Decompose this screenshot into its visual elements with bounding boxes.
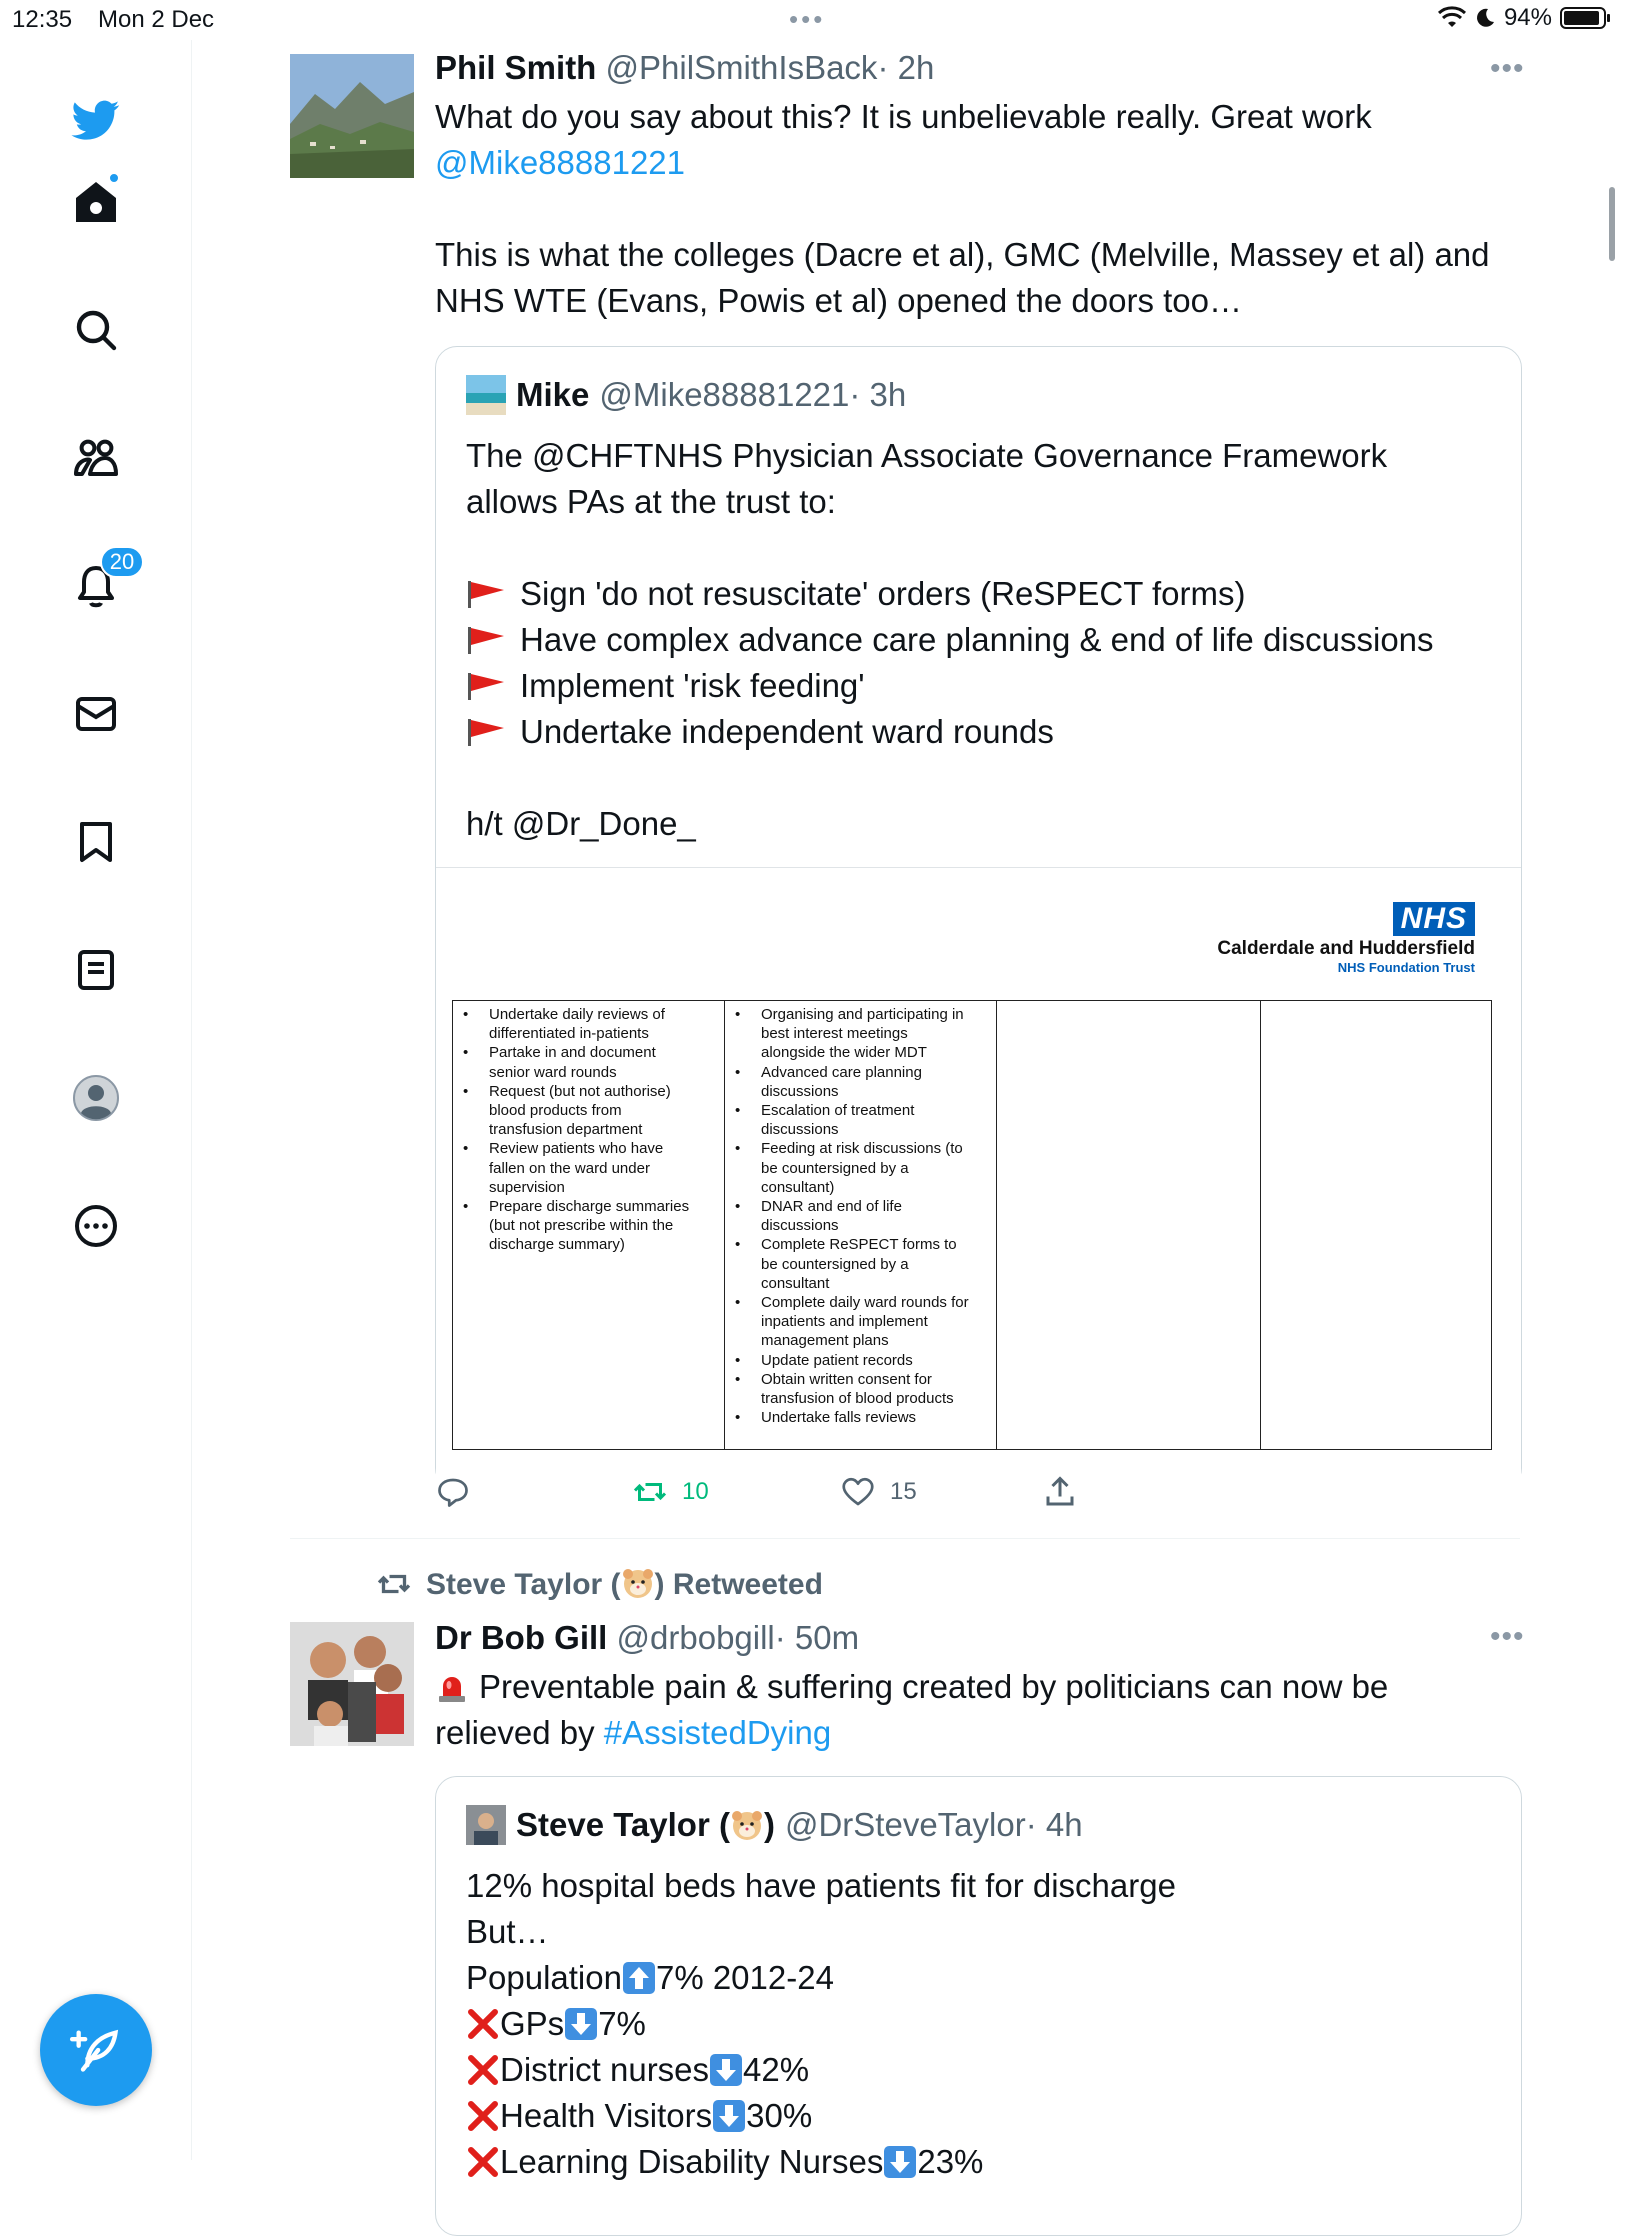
tweet-text-line [435,1664,1635,1710]
document-bullet-line: discharge summary) [489,1236,625,1254]
document-bullet-line: blood products from [489,1102,622,1120]
quoted-tweet[interactable] [435,1776,1522,2236]
trust-subtitle: NHS Foundation Trust [1337,960,1475,975]
document-bullet-line: • Feeding at risk discussions (to [761,1140,963,1158]
document-bullet-line: • Escalation of treatment [761,1102,915,1120]
down-arrow-emoji-icon [709,2053,743,2087]
document-bullet-line: • Undertake daily reviews of [489,1006,665,1023]
document-bullet-line: management plans [761,1332,889,1350]
stat-value: 7% [598,2005,646,2042]
tweet-more-icon[interactable]: ••• [1490,52,1525,85]
document-bullet-line: be countersigned by a [761,1159,909,1177]
sidebar-item-lists[interactable] [66,940,126,1000]
timeline-feed [192,40,1610,2180]
hamster-emoji-icon [621,1566,655,1600]
battery-icon [1560,7,1606,29]
battery-percent: 94% [1503,4,1552,31]
stat-value: 23% [917,2143,984,2180]
tweet-header [435,48,934,88]
people-icon [72,434,120,482]
tweet-text-line: What do you say about this? It is unbelievable really. Great work [435,98,1372,135]
tweet-text [435,94,1635,324]
document-list [731,1005,990,1427]
stat-row [466,2047,1506,2093]
multitask-dots-icon[interactable]: ••• [789,4,826,34]
document-bullet-line: discussions [761,1121,839,1139]
quoted-tweet-time: · 3h [849,376,907,413]
quoted-tweet[interactable] [435,346,1522,1490]
mention-link[interactable]: @Mike88881221 [435,144,685,181]
document-bullet-item [459,1139,718,1197]
author-handle[interactable]: @PhilSmithIsBack [605,49,878,86]
document-bullet-line: • Undertake falls reviews [761,1409,917,1427]
document-bullet-item [459,1005,718,1043]
document-bullet-line: • Review patients who have [489,1140,664,1158]
down-arrow-emoji-icon [883,2145,917,2179]
flag-item [466,571,1506,617]
document-bullet-line: best interest meetings [761,1025,908,1043]
quoted-tweet-image[interactable] [436,867,1521,1491]
share-button[interactable] [1042,1474,1078,1510]
document-bullet-item [459,1197,718,1255]
quoted-tweet-text [466,1863,1506,2185]
document-table [452,1000,1492,1450]
tweet-text [435,1664,1635,1756]
document-bullet-item [731,1063,990,1101]
stat-value: 7% 2012-24 [655,1959,834,1996]
document-bullet-line: • Complete daily ward rounds for [761,1294,969,1312]
tweet-time[interactable]: · 50m [774,1619,860,1656]
status-bar [0,0,1620,40]
red-flag-icon [466,671,506,701]
quoted-author-handle[interactable]: @Mike88881221 [599,376,850,413]
tweet-header [435,1618,859,1658]
quoted-text-line: The @CHFTNHS Physician Associate Governance Framework [466,437,1388,474]
document-bullet-line: supervision [489,1178,565,1196]
stat-label: Learning Disability Nurses [500,2143,884,2180]
quoted-tweet-header [466,1805,1083,1845]
document-bullet-line: (but not prescribe within the [489,1217,674,1235]
compose-tweet-button[interactable] [40,1994,152,2106]
sidebar-nav [0,40,192,2160]
home-notification-dot [108,172,120,184]
document-bullet-line: • Advanced care planning [761,1063,922,1081]
document-bullet-line: • DNAR and end of life [761,1198,902,1216]
more-circle-icon [72,1202,120,1250]
compose-feather-icon [70,2024,122,2076]
stat-row [466,2001,1506,2047]
notification-count-badge: 20 [100,546,144,578]
tweet-text-line [435,1710,1635,1756]
red-flag-icon [466,579,506,609]
stat-row [466,1955,1506,2001]
quoted-author-name-suffix: ) [763,1806,775,1843]
moon-icon [1474,7,1496,29]
status-date: Mon 2 Dec [98,6,215,33]
reply-button[interactable] [435,1474,471,1510]
tweet-more-icon[interactable]: ••• [1490,1620,1525,1653]
like-button[interactable] [840,1474,917,1510]
document-bullet-line: inpatients and implement [761,1313,928,1331]
document-bullet-line: be countersigned by a [761,1255,909,1273]
beach-avatar-icon [466,375,506,415]
document-bullet-line: consultant) [761,1178,835,1196]
trust-name: Calderdale and Huddersfield [1217,938,1475,959]
stat-row [466,2139,1506,2185]
siren-emoji-icon [435,1670,469,1704]
down-arrow-emoji-icon [564,2007,598,2041]
quoted-text-line: But… [466,1913,549,1950]
family-photo-avatar-icon [290,1622,414,1746]
nhs-trust-header [1217,902,1475,975]
hashtag-link[interactable]: #AssistedDying [603,1714,832,1751]
wifi-icon [1438,7,1466,29]
retweet-count: 10 [682,1478,709,1505]
document-list [459,1005,718,1255]
sidebar-item-notifications[interactable] [66,549,135,616]
nhs-logo: NHS [1393,902,1475,936]
document-bullet-line: • Obtain written consent for [761,1370,932,1388]
red-flag-icon [466,625,506,655]
document-bullet-item [459,1043,718,1081]
tweet-text-span: relieved by [435,1714,604,1751]
down-arrow-emoji-icon [712,2099,746,2133]
status-right [1438,4,1606,32]
stat-label: District nurses [500,2051,710,2088]
quoted-tweet-text [466,433,1506,847]
document-bullet-line: • Prepare discharge summaries [489,1198,690,1216]
share-icon [1042,1474,1078,1510]
stat-label: GPs [500,2005,565,2042]
red-x-icon [466,2099,500,2133]
red-flag-icon [466,717,506,747]
quoted-author-handle[interactable]: @DrSteveTaylor [784,1806,1026,1843]
quoted-author-name[interactable]: Mike [516,376,590,413]
flag-item [466,663,1506,709]
mountain-landscape-avatar-icon [290,54,414,178]
quoted-tweet-time: · 4h [1025,1806,1083,1843]
author-handle[interactable]: @drbobgill [616,1619,775,1656]
document-column-empty [1261,1001,1491,1449]
retweeted-suffix: ) Retweeted [654,1568,823,1601]
document-bullet-line: consultant [761,1274,830,1292]
document-bullet-line: discussions [761,1082,839,1100]
tweet-divider [290,1538,1520,1539]
document-column [725,1001,997,1449]
avatar[interactable] [466,1805,506,1845]
flag-item-text: Sign 'do not resuscitate' orders (ReSPECT forms) [520,575,1246,612]
status-time: 12:35 [12,6,73,33]
person-avatar-icon [466,1805,506,1845]
document-bullet-line: • Partake in and document [489,1044,656,1062]
avatar[interactable] [290,54,414,178]
avatar[interactable] [290,1622,414,1746]
retweet-button[interactable] [632,1474,709,1510]
sidebar-item-messages[interactable] [66,684,126,744]
sidebar-item-bookmarks[interactable] [66,812,126,872]
retweet-icon [632,1474,668,1510]
flag-item-text: Undertake independent ward rounds [520,713,1054,750]
document-bullet-item [731,1351,990,1370]
tweet-time[interactable]: · 2h [877,49,935,86]
document-bullet-line: • Update patient records [761,1351,913,1369]
document-bullet-line: differentiated in-patients [489,1025,649,1043]
stat-value: 42% [743,2051,810,2088]
stat-label: Population [466,1959,622,1996]
like-count: 15 [890,1478,917,1505]
document-bullet-item [731,1370,990,1408]
profile-icon [72,1074,120,1122]
heart-icon [840,1474,876,1510]
document-column-empty [997,1001,1261,1449]
retweeted-by-line[interactable] [376,1566,823,1602]
sidebar-item-explore[interactable] [66,300,126,360]
document-bullet-item [731,1101,990,1139]
document-bullet-item [731,1005,990,1063]
tweet-text-line: This is what the colleges (Dacre et al), GMC (Melville, Massey et al) and [435,236,1490,273]
author-name[interactable]: Phil Smith [435,49,597,86]
document-bullet-line: transfusion department [489,1121,643,1139]
twitter-logo-icon[interactable] [66,90,126,150]
tweet-text-span: Preventable pain & suffering created by politicians can now be [479,1668,1389,1705]
document-bullet-line: fallen on the ward under [489,1159,650,1177]
document-bullet-item [731,1235,990,1293]
document-bullet-item [731,1293,990,1351]
quoted-author-name[interactable]: Steve Taylor ( [516,1806,730,1843]
author-name[interactable]: Dr Bob Gill [435,1619,608,1656]
sidebar-item-profile[interactable] [66,1068,126,1128]
flag-item-text: Have complex advance care planning & end of life discussions [520,621,1434,658]
retweet-icon [376,1566,412,1602]
document-bullet-line: discussions [761,1217,839,1235]
document-bullet-line: • Request (but not authorise) [489,1082,671,1100]
document-bullet-item [459,1082,718,1140]
avatar[interactable] [466,375,506,415]
flag-item [466,617,1506,663]
up-arrow-emoji-icon [622,1961,656,1995]
hamster-emoji-icon [730,1808,764,1842]
hat-tip-text: h/t @Dr_Done_ [466,805,696,842]
quoted-text-line: 12% hospital beds have patients fit for discharge [466,1867,1176,1904]
sidebar-item-more[interactable] [66,1196,126,1256]
tweet-text-line: NHS WTE (Evans, Powis et al) opened the doors too… [435,282,1243,319]
bookmark-icon [72,818,120,866]
list-icon [72,946,120,994]
stat-row [466,2093,1506,2139]
document-bullet-item [731,1197,990,1235]
red-x-icon [466,2053,500,2087]
stat-label: Health Visitors [500,2097,713,2134]
reply-icon [435,1474,471,1510]
document-bullet-line: transfusion of blood products [761,1390,954,1408]
document-bullet-line: • Organising and participating in [761,1006,964,1023]
stat-value: 30% [746,2097,813,2134]
quoted-text-line: allows PAs at the trust to: [466,483,836,520]
retweeted-by-name: Steve Taylor ( [426,1568,621,1601]
flag-item-text: Implement 'risk feeding' [520,667,865,704]
red-x-icon [466,2007,500,2041]
quoted-tweet-header [466,375,906,415]
sidebar-item-home[interactable] [66,172,126,232]
document-bullet-item [731,1408,990,1427]
document-bullet-item [731,1139,990,1197]
document-bullet-line: alongside the wider MDT [761,1044,927,1062]
sidebar-item-communities[interactable] [66,428,126,488]
document-column [453,1001,725,1449]
search-icon [72,306,120,354]
home-icon [72,178,120,226]
document-bullet-line: • Complete ReSPECT forms to [761,1236,957,1254]
red-x-icon [466,2145,500,2179]
flag-item [466,709,1506,755]
document-bullet-line: senior ward rounds [489,1063,617,1081]
mail-icon [72,690,120,738]
